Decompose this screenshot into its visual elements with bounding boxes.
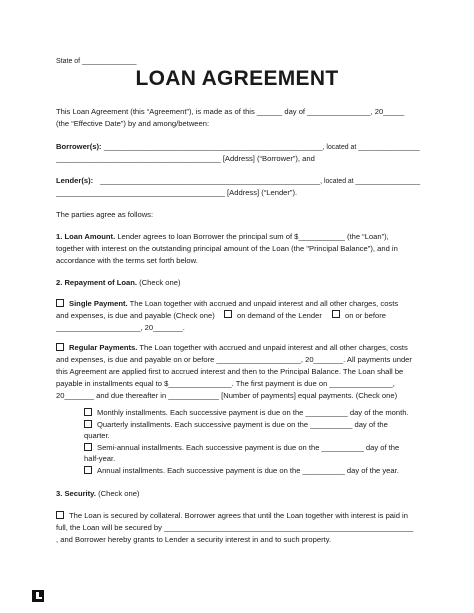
section-3-line-1: The Loan is secured by collateral. Borrower agrees that until the Loan together with interest is paid in [69,511,408,520]
document-title: LOAN AGREEMENT [135,67,339,90]
state-of-line: State of ______________ [56,58,137,65]
on-demand-checkbox[interactable] [224,310,232,318]
section-3-note: (Check one) [95,489,140,498]
section-2-title [56,278,181,287]
single-payment-line-2: and expenses, is due and payable (Check one) [56,311,215,320]
lender-label: Lender(s): [56,176,94,185]
regular-payments-checkbox[interactable] [56,343,64,351]
single-payment-checkbox[interactable] [56,299,64,307]
on-demand-label: on demand of the Lender [237,311,322,320]
section-1-line-2: together with interest on the outstanding principal amount of the Loan (the "Principal Balance"), and in [56,244,398,253]
annual-option-text: Annual installments. Each successive payment is due on the __________ day of the year. [97,466,399,475]
single-payment-line-3: ____________________, 20_______. [56,323,185,332]
section-3-heading: 3. Security. [56,489,96,498]
regular-payments-text: The Loan together with accrued and unpaid interest and all other charges, costs [137,343,408,352]
brand-logo-icon [32,590,44,602]
single-payment-label: Single Payment. [69,299,128,308]
semi-annual-option-continued: half-year. [84,454,116,463]
single-payment-line-1 [69,299,398,308]
quarterly-option-text: Quarterly installments. Each successive payment is due on the __________ day of the [97,420,388,429]
annual-checkbox[interactable] [84,466,92,474]
quarterly-option-continued: quarter. [84,431,110,440]
intro-line-2: (the “Effective Date”) by and among/between: [56,119,210,128]
quarterly-checkbox[interactable] [84,420,92,428]
semi-annual-checkbox[interactable] [84,443,92,451]
semi-annual-option-text: Semi-annual installments. Each successive payment is due on the __________ day of the [97,443,400,452]
monthly-checkbox[interactable] [84,408,92,416]
section-3-line-3: , and Borrower hereby grants to Lender a security interest in and to such property. [56,535,332,544]
regular-payments-line-1 [69,343,408,352]
regular-payments-line-3: this Agreement are applied first to accrued interest and then to the Principal Balance. The Loan shall be [56,367,404,376]
lender-line-1: __________________________________________________________, located at _________________ [100,176,421,185]
section-3-title [56,489,139,498]
parties-statement: The parties agree as follows: [56,210,154,219]
on-or-before-label: on or before [345,311,386,320]
secured-collateral-checkbox[interactable] [56,511,64,519]
lender-line-2: ________________________________________ [Address] (“Lender”). [56,188,298,197]
section-2-heading: 2. Repayment of Loan. [56,278,138,287]
on-or-before-checkbox[interactable] [332,310,340,318]
section-1-line-1 [56,232,389,241]
section-3-line-2: full, the Loan will be secured by ___________________________________________________________ [56,523,414,532]
regular-payments-line-4: payable in installments equal to $_______________. The first payment is due on _______________, [56,379,395,388]
intro-line-1: This Loan Agreement (this “Agreement”), is made as of this ______ day of _______________, 20_____ [56,107,405,116]
section-2-note: (Check one) [137,278,181,287]
regular-payments-line-2: and expenses, is due and payable on or before ____________________, 20_______. All payments under [56,355,412,364]
section-1-line-3: accordance with the terms set forth below. [56,256,198,265]
section-1-text: Lender agrees to loan Borrower the principal sum of $___________ (the “Loan”), [115,232,389,241]
regular-payments-label: Regular Payments. [69,343,138,352]
borrower-label: Borrower(s): [56,142,102,151]
regular-payments-line-5: 20_______ and due thereafter in ____________ [Number of payments] equal payments. (Check one) [56,391,398,400]
single-payment-text: The Loan together with accrued and unpaid interest and all other charges, costs [127,299,399,308]
monthly-option-text: Monthly installments. Each successive payment is due on the __________ day of the month. [97,408,409,417]
borrower-line-2: _______________________________________ [Address] (“Borrower”), and [56,154,315,163]
section-1-heading: 1. Loan Amount. [56,232,116,241]
borrower-line-1: _________________________________________________________, located at ________________ [104,142,420,151]
